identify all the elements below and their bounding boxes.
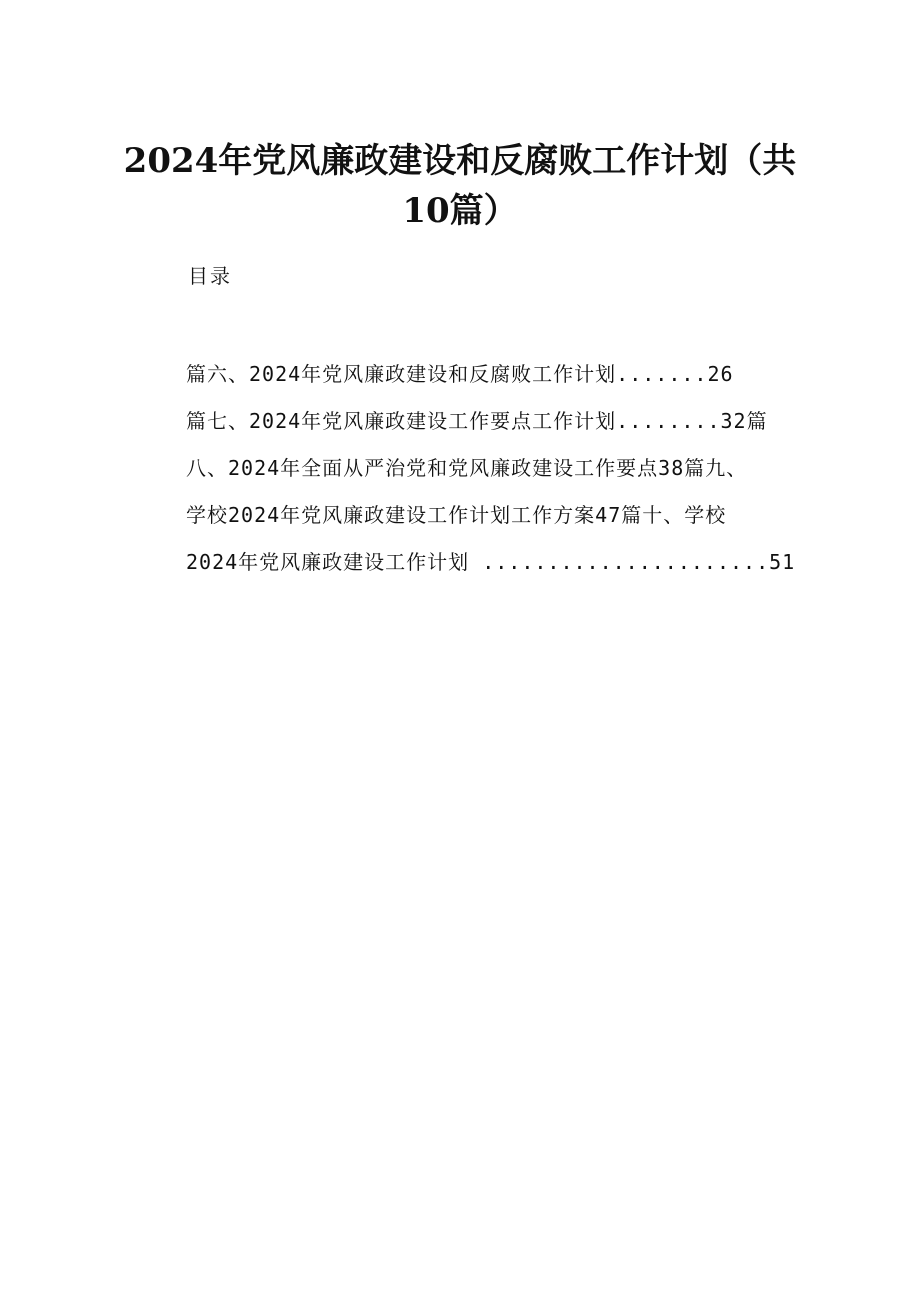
toc-line[interactable]: 篇七、2024年党风廉政建设工作要点工作计划........32篇 [186,409,768,433]
toc-line[interactable]: 八、2024年全面从严治党和党风廉政建设工作要点38篇九、 [186,456,748,480]
table-of-contents [186,356,806,591]
toc-line[interactable]: 篇六、2024年党风廉政建设和反腐败工作计划.......26 [186,362,734,386]
title-line-2: 10篇） [402,191,518,231]
toc-heading: 目录 [188,264,232,288]
toc-line[interactable]: 2024年党风廉政建设工作计划 ......................51 [186,550,796,574]
toc-line[interactable]: 学校2024年党风廉政建设工作计划工作方案47篇十、学校 [186,503,727,527]
document-title [120,136,800,236]
title-line-1: 2024年党风廉政建设和反腐败工作计划（共 [123,141,797,181]
